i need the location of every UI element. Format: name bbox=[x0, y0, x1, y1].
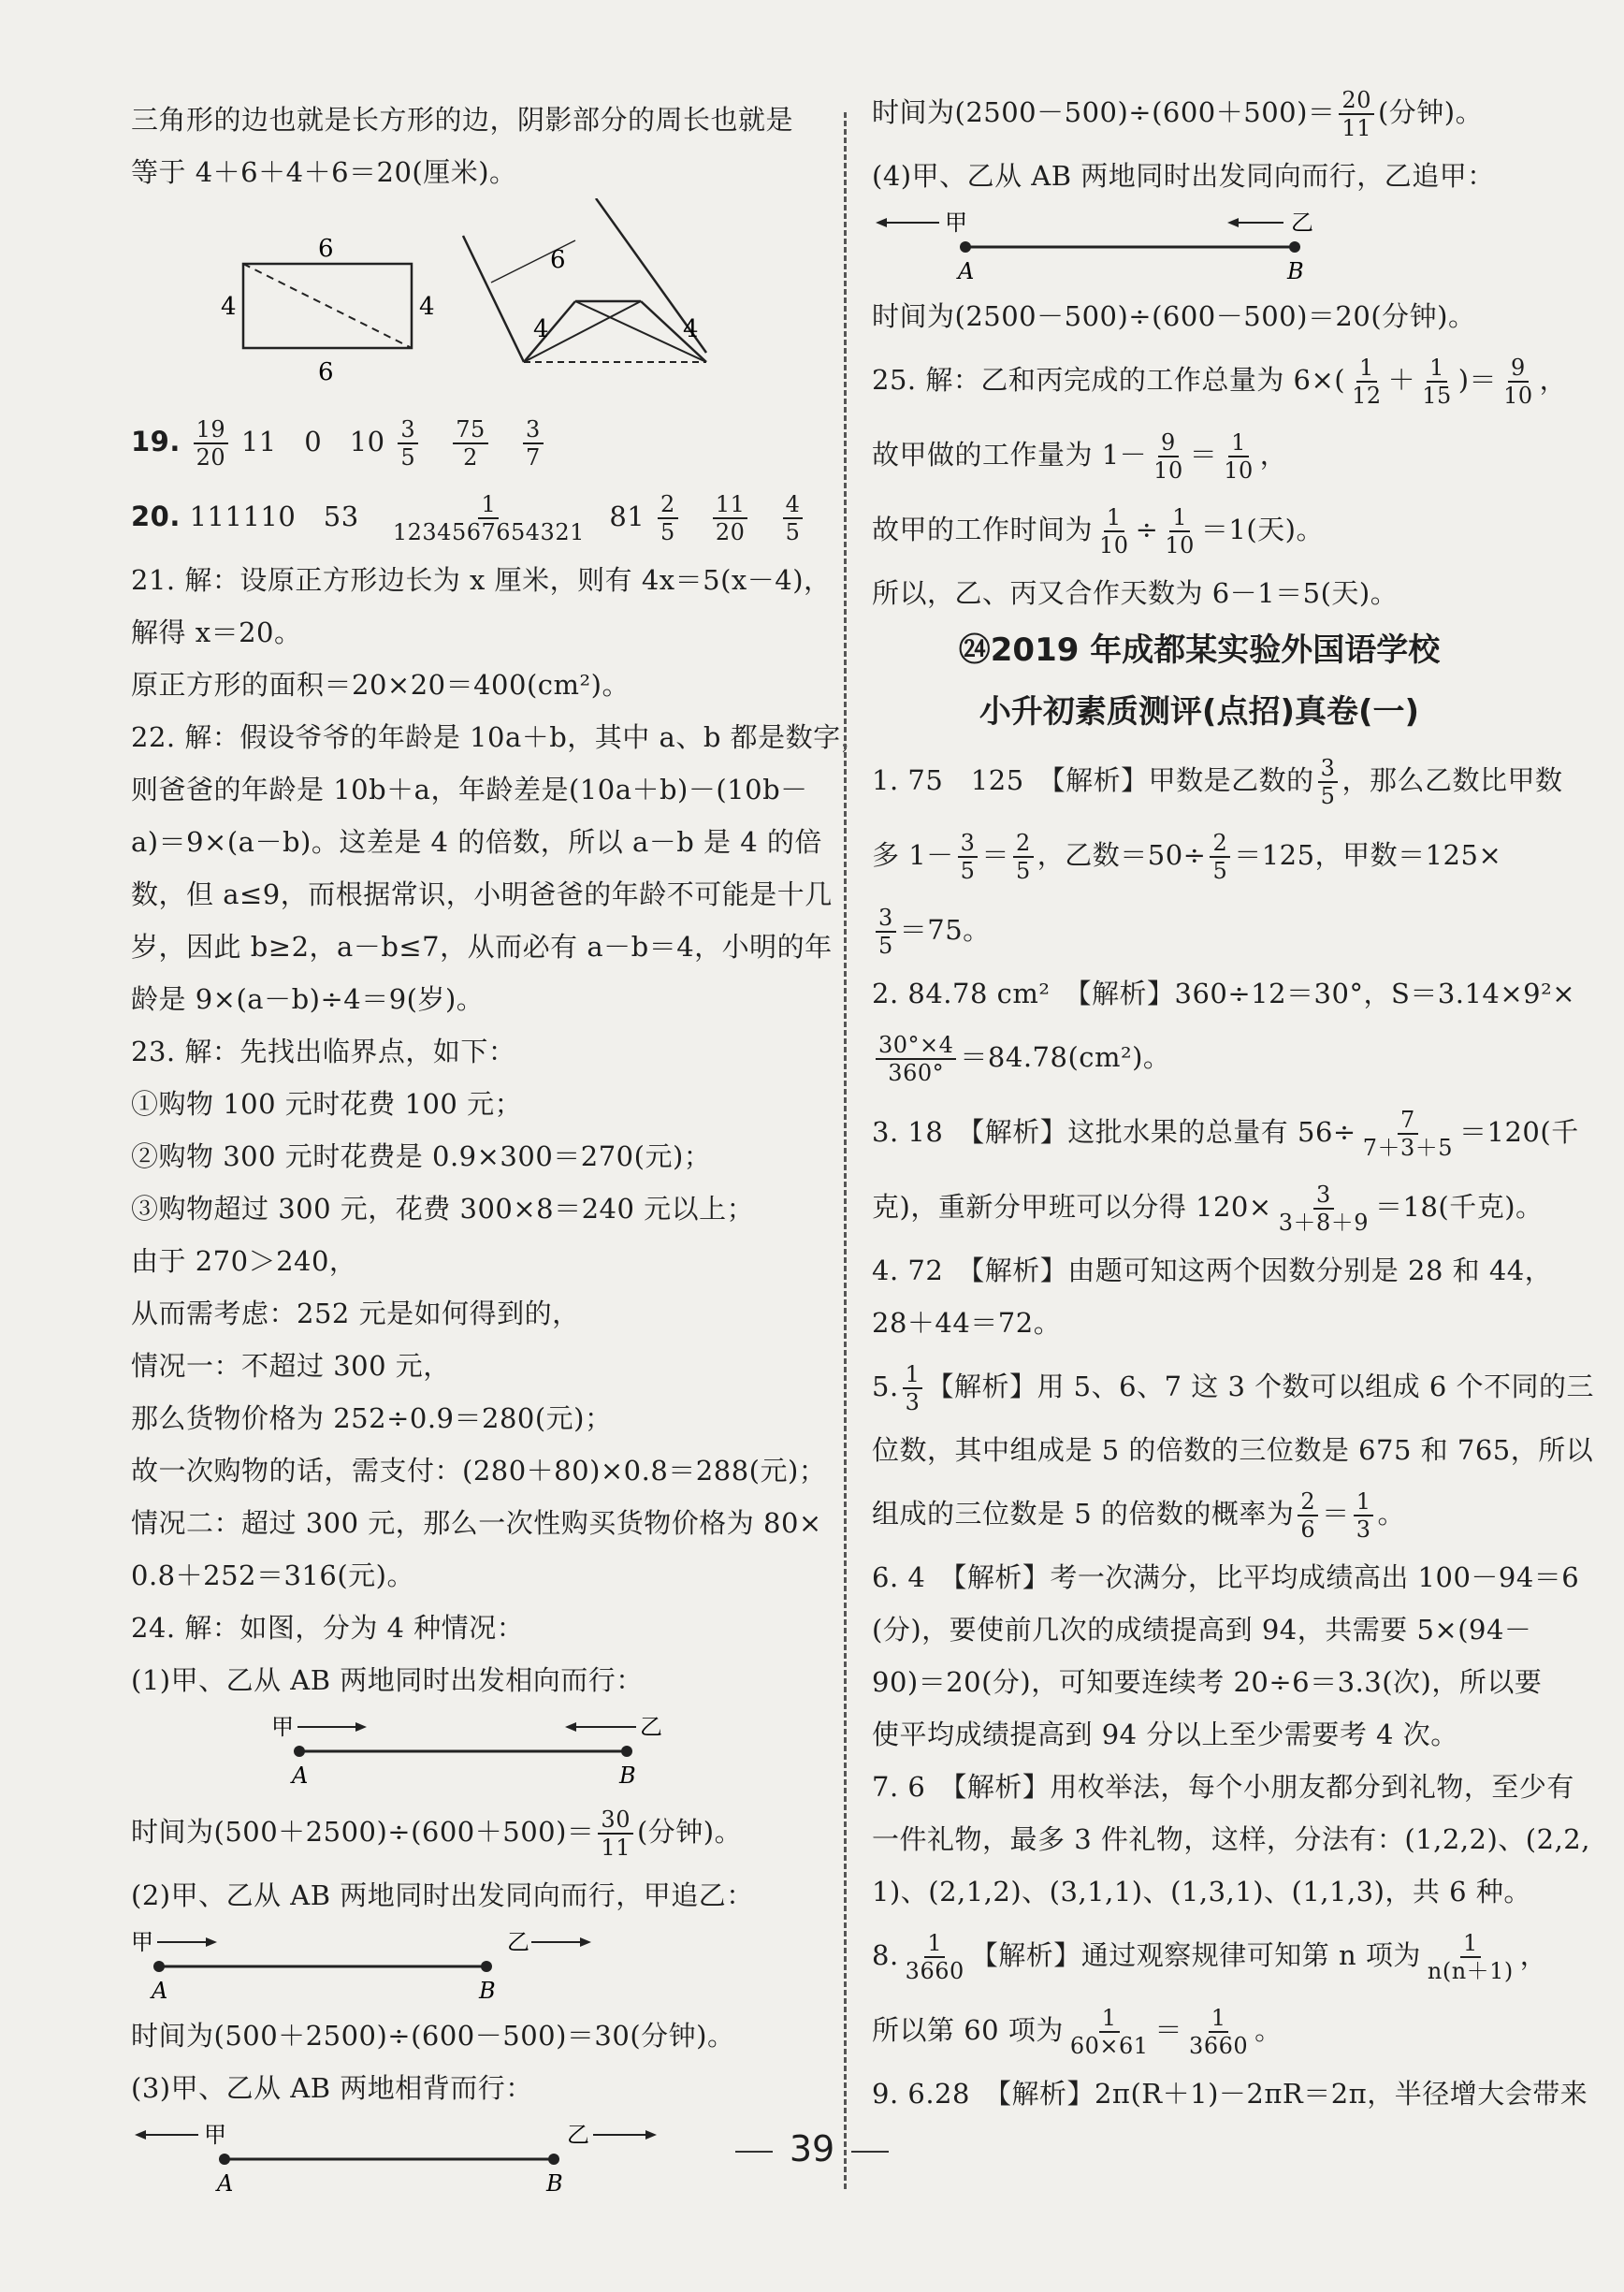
text-line: 那么货物价格为 252÷0.9＝280(元)； bbox=[131, 1402, 613, 1434]
text-line: 0.8＋252＝316(元)。 bbox=[131, 1559, 414, 1591]
text-line: 28＋44＝72。 bbox=[872, 1307, 1062, 1339]
text-line: (2)甲、乙从 AB 两地同时出发同向而行，甲追乙： bbox=[131, 1879, 754, 1911]
answer-20: 20. 111110 53 $\frac{1}{1234567654321}$ 81 $\frac{2}{5}$ $\frac{11}{20}$ $\frac{4}{5}$ bbox=[131, 479, 823, 554]
label-bottom: 6 bbox=[318, 358, 334, 386]
diagram-2 bbox=[131, 1922, 823, 2006]
section-title: ㉔2019 年成都某实验外国语学校 bbox=[958, 631, 1441, 669]
label-left: 4 bbox=[221, 293, 237, 321]
label-yi: 乙 bbox=[640, 1714, 662, 1740]
answer-8-line1: 8. $\frac{1}{3660}$ 【解析】通过观察规律可知第 n 项为 $\frac{1}{n(n+1)}$ ， bbox=[872, 1930, 1548, 1984]
fraction: $\frac{1}{1234567654321}$ bbox=[392, 491, 585, 545]
answer-2-line2: $\frac{30^\circ\times 4}{360^\circ}$ ＝84.78(cm²)。 bbox=[872, 1020, 1527, 1095]
text-line: 2. 84.78 cm² 【解析】360÷12＝30°，S＝3.14×9²× bbox=[872, 978, 1576, 1009]
label-A: A bbox=[958, 258, 975, 284]
label-A: A bbox=[292, 1763, 309, 1789]
label-top: 6 bbox=[318, 235, 334, 263]
text-line: 从而需考虑：252 元是如何得到的， bbox=[131, 1298, 580, 1329]
text-line: (分)，要使前几次的成绩提高到 94，共需要 5×(94－ bbox=[872, 1614, 1532, 1646]
geometry-diagram bbox=[131, 198, 823, 404]
fraction: $\frac{2}{5}$ bbox=[658, 491, 678, 545]
answer-1-line2: 多 1－ $\frac{3}{5}$ ＝ $\frac{2}{5}$ ，乙数＝50÷ $\frac{2}{5}$ ＝125，甲数＝125× bbox=[872, 830, 1502, 884]
label-b: 4 bbox=[683, 315, 699, 343]
text-line: 三角形的边也就是长方形的边，阴影部分的周长也就是 bbox=[131, 104, 794, 136]
text-line: ①购物 100 元时花费 100 元； bbox=[131, 1088, 523, 1120]
text-line: 则爸爸的年龄是 10b＋a，年龄差是(10a＋b)－(10b－ bbox=[131, 774, 808, 805]
left-column bbox=[131, 94, 869, 2202]
text-line: ③购物超过 300 元，花费 300×8＝240 元以上； bbox=[131, 1193, 755, 1225]
fraction: $\frac{11}{20}$ bbox=[713, 491, 748, 545]
text-line: 情况二：超过 300 元，那么一次性购买货物价格为 80× bbox=[131, 1507, 822, 1539]
text-line: 一件礼物，最多 3 件礼物，这样，分法有：(1,2,2)、(2,2, bbox=[872, 1823, 1590, 1855]
text-line: 使平均成绩提高到 94 分以上至少需要考 4 次。 bbox=[872, 1719, 1458, 1750]
answer-25-line3: 故甲的工作时间为 $\frac{1}{10}$ ÷ $\frac{1}{10}$ ＝1(天)。 bbox=[872, 504, 1325, 558]
text-line: 位数，其中组成是 5 的倍数的三位数是 675 和 765，所以 bbox=[872, 1434, 1594, 1466]
label-B: B bbox=[479, 1978, 496, 2004]
answer-5-line3: 组成的三位数是 5 的倍数的概率为 $\frac{2}{6}$ ＝ $\frac{1}{3}$ 。 bbox=[872, 1488, 1405, 1543]
text-line: 21. 解：设原正方形边长为 x 厘米，则有 4x＝5(x－4)， bbox=[131, 564, 832, 596]
answer-3-line1: 3. 18 【解析】这批水果的总量有 56÷ $\frac{7}{7+3+5}$ ＝120(千 bbox=[872, 1107, 1579, 1161]
label-B: B bbox=[546, 2170, 563, 2197]
label-jia: 甲 bbox=[945, 210, 967, 236]
diagram-1 bbox=[131, 1706, 823, 1791]
answer-25-line1: 25. 解：乙和丙完成的工作总量为 6×( $\frac{1}{12}$ ＋ $\frac{1}{15}$ )＝ $\frac{9}{10}$ ， bbox=[872, 355, 1568, 409]
text-line: 由于 270＞240， bbox=[131, 1245, 357, 1277]
label-A: A bbox=[217, 2170, 234, 2197]
label-B: B bbox=[619, 1763, 636, 1789]
text-line: a)＝9×(a－b)。这差是 4 的倍数，所以 a－b 是 4 的倍 bbox=[131, 826, 822, 858]
text-line: 时间为(2500－500)÷(600－500)＝20(分钟)。 bbox=[872, 300, 1476, 332]
answer-25-line2: 故甲做的工作量为 1－ $\frac{9}{10}$ ＝ $\frac{1}{10}$ ， bbox=[872, 429, 1288, 484]
label-jia: 甲 bbox=[131, 1929, 153, 1955]
label-jia: 甲 bbox=[204, 2122, 226, 2148]
text-line: 情况一：不超过 300 元， bbox=[131, 1350, 451, 1382]
text-line: 6. 4 【解析】考一次满分，比平均成绩高出 100－94＝6 bbox=[872, 1561, 1580, 1593]
answer-5-line1: 5. $\frac{1}{3}$ 【解析】用 5、6、7 这 3 个数可以组成 6 个不同的三 bbox=[872, 1361, 1595, 1415]
text-line: 等于 4＋6＋4＋6＝20(厘米)。 bbox=[131, 156, 517, 188]
text-line: 22. 解：假设爷爷的年龄是 10a＋b，其中 a、b 都是数字， bbox=[131, 721, 869, 753]
rectangle-figure bbox=[131, 198, 823, 404]
text-line: 解得 x＝20。 bbox=[131, 617, 302, 648]
text-line: 23. 解：先找出临界点，如下： bbox=[131, 1036, 516, 1067]
text-line: 90)＝20(分)，可知要连续考 20÷6＝3.3(次)，所以要 bbox=[872, 1666, 1543, 1698]
label-a: 4 bbox=[533, 315, 549, 343]
column-divider bbox=[844, 112, 847, 2189]
fraction: $\frac{19}{20}$ bbox=[194, 416, 229, 471]
text-line: (1)甲、乙从 AB 两地同时出发相向而行： bbox=[131, 1664, 644, 1696]
text-line: 时间为(500＋2500)÷(600－500)＝30(分钟)。 bbox=[131, 2020, 735, 2052]
label-yi: 乙 bbox=[1291, 210, 1313, 236]
label-B: B bbox=[1287, 258, 1304, 284]
text-line: (4)甲、乙从 AB 两地同时出发同向而行，乙追甲： bbox=[872, 160, 1495, 192]
text-line: 原正方形的面积＝20×20＝400(cm²)。 bbox=[131, 669, 630, 701]
answer-3-line2: 克)，重新分甲班可以分得 120× $\frac{3}{3+8+9}$ ＝18(千克)。 bbox=[872, 1182, 1544, 1236]
label-A: A bbox=[152, 1978, 168, 2004]
text-line: 故一次购物的话，需支付：(280＋80)×0.8＝288(元)； bbox=[131, 1455, 827, 1487]
answer-1-line3: $\frac{3}{5}$ ＝75。 bbox=[872, 892, 1527, 967]
time-1: 时间为(500＋2500)÷(600＋500)＝ $\frac{30}{11}$ (分钟)。 bbox=[131, 1806, 743, 1861]
fraction: $\frac{3}{5}$ bbox=[398, 416, 418, 471]
text-line: 数，但 a≤9，而根据常识，小明爸爸的年龄不可能是十几 bbox=[131, 878, 833, 910]
text-line: (3)甲、乙从 AB 两地相背而行： bbox=[131, 2072, 533, 2104]
fraction: $\frac{75}{2}$ bbox=[453, 416, 488, 471]
text-line: 龄是 9×(a－b)÷4＝9(岁)。 bbox=[131, 983, 485, 1015]
text-line: ②购物 300 元时花费是 0.9×300＝270(元)； bbox=[131, 1140, 712, 1172]
label-yi: 乙 bbox=[567, 2122, 589, 2148]
fraction: $\frac{3}{7}$ bbox=[523, 416, 544, 471]
answer-19: 19. $\frac{19}{20}$ 11 0 10 $\frac{3}{5}$ $\frac{75}{2}$ $\frac{3}{7}$ bbox=[131, 404, 823, 479]
text-line: 4. 72 【解析】由题可知这两个因数分别是 28 和 44， bbox=[872, 1255, 1553, 1286]
label-yi: 乙 bbox=[507, 1929, 529, 1955]
text-line: 所以，乙、丙又合作天数为 6－1＝5(天)。 bbox=[872, 577, 1399, 609]
label-right: 4 bbox=[419, 293, 435, 321]
diagram-4 bbox=[872, 202, 1527, 286]
text-line: 24. 解：如图，分为 4 种情况： bbox=[131, 1612, 525, 1644]
right-column bbox=[872, 75, 1595, 2120]
text-line: 7. 6 【解析】用枚举法，每个小朋友都分到礼物，至少有 bbox=[872, 1771, 1574, 1803]
label-jia: 甲 bbox=[271, 1714, 294, 1740]
fraction: $\frac{4}{5}$ bbox=[783, 491, 804, 545]
text-line: 1)、(2,1,2)、(3,1,1)、(1,3,1)、(1,1,3)，共 6 种。 bbox=[872, 1876, 1531, 1908]
text-line: 岁，因此 b≥2，a－b≤7，从而必有 a－b＝4，小明的年 bbox=[131, 931, 833, 963]
time-3: 时间为(2500－500)÷(600＋500)＝ $\frac{20}{11}$ (分钟)。 bbox=[872, 87, 1484, 141]
label-slant: 6 bbox=[550, 246, 566, 274]
answer-1-line1: 1. 75 125 【解析】甲数是乙数的 $\frac{3}{5}$ ，那么乙数比甲数 bbox=[872, 755, 1563, 809]
answer-8-line2: 所以第 60 项为 $\frac{1}{60\times 61}$ ＝ $\frac{1}{3660}$ 。 bbox=[872, 2005, 1283, 2059]
page-number: 39 bbox=[0, 2128, 1624, 2169]
text-line: 9. 6.28 【解析】2π(R＋1)－2πR＝2π，半径增大会带来 bbox=[872, 2078, 1588, 2110]
section-subtitle: 小升初素质测评(点招)真卷(一) bbox=[979, 693, 1420, 731]
